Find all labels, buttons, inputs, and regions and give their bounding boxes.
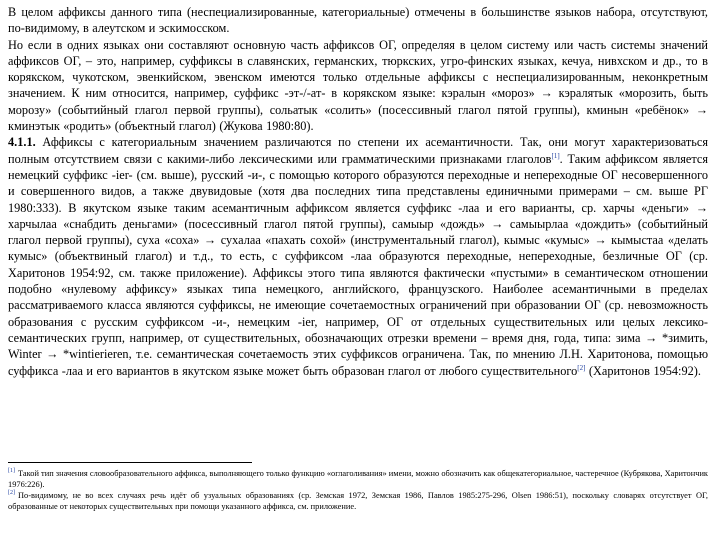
footnote-1-mark[interactable]: [1] bbox=[8, 468, 15, 475]
footnote-2 bbox=[8, 491, 708, 512]
footnote-1 bbox=[8, 469, 708, 490]
footnote-separator bbox=[8, 462, 252, 463]
section-text-part-3: (Харитонов 1954:92). bbox=[585, 363, 701, 378]
main-text bbox=[8, 4, 708, 379]
paragraph-1: В целом аффиксы данного типа (неспециализированные, категориальные) отмечены в большинстве языков набора, отсутствуют, по-видимому, в алеутском и эскимосском. bbox=[8, 5, 708, 36]
section-text-part-1: Аффиксы с категориальным значением различаются по степени их асемантичности. Так, они могут характеризоваться полным отсутствием связи с какими-либо лексическими или грамматическими признаками глаголов bbox=[8, 135, 708, 166]
section-text-part-2: . Таким аффиксом является немецкий суффикс -ier- (см. выше), русский -и-, с помощью которого образуются переходные и непереходные ОГ несовершенного и совершенного видов, а также двувидовые (хотя два последних типа представлены единичными примерами – см. выше РГ 1980:333). В якутском языке таким асемантичным аффиксом является суффикс -лаа и его варианты, ср. харчы «деньги» → харчылаа «снабдить деньгами» (посессивный глагол пятой группы), самыыр «дождь» → самыырлаа «дождить» (событийный глагол первой группы), суха «соха» → сухалаа «пахать сохой» (инструментальный глагол), кымыс «кумыс» → кымыстаа «делать кумыс» (объектвиный глагол) и т.д., то есть, с суффиксом -лаа образуются переходные, непереходные, безличные ОГ (ср. Харитонов 1954:92, см. также приложение). Аффиксы этого типа являются фактически «пустыми» в семантическом отношении подобно «нулевому аффиксу» языках типа немецкого, английского, французского. Наиболее асемантичными в пределах рассматриваемого класса являются суффиксы, не имеющие сочетаемостных ограничений при образовании ОГ (ср. невозможность образования с русским суффиксом -и-, немецким -ier, например, ОГ от отдельных существительных или целых лексико-семантических групп, например, от существительных, обозначающих отрезки времени – время дня, года, типа: зима → *зимить, Winter → *wintierieren, т.е. семантическая сочетаемость этих суффиксов ограничена. Так, по мнению Л.Н. Харитонова, помощью суффикса -лаа и его вариантов в якутском языке может быть образован глагол от любого существительного bbox=[8, 151, 708, 378]
document-page bbox=[8, 4, 708, 536]
footnote-1-text: Такой тип значения словообразовательного аффикса, выполняющего только функцию «оглаголивания» имени, можно обозначить как общекатегориальное, частеречное (Кубрякова, Харитончик 1976:226). bbox=[8, 469, 708, 489]
footnote-ref-2[interactable]: [2] bbox=[577, 363, 586, 372]
section-number: 4.1.1. bbox=[8, 135, 36, 150]
footnote-2-text: По-видимому, не во всех случаях речь идёт об узуальных образованиях (ср. Земская 1972, Земская 1986, Павлов 1985:275-296, Olsen 1986:51), поскольку словарях отсутствует ОГ, образованные от некоторых существительных при помощи указанного аффикса, см. приложение. bbox=[8, 491, 708, 511]
footnote-2-mark[interactable]: [2] bbox=[8, 490, 15, 497]
footnotes bbox=[8, 469, 708, 513]
footnote-ref-1[interactable]: [1] bbox=[551, 151, 560, 160]
paragraph-section-4-1-1 bbox=[8, 134, 708, 378]
paragraph-2: Но если в одних языках они составляют основную часть аффиксов ОГ, определяя в целом систему или часть системы значений аффиксов ОГ, – это, например, суффиксы в славянских, германских, тюркских, угро-финских языках, кечуа, нивхском и др., то в корякском, чукотском, эвенкийском, эвенском имеются только отдельные аффиксы с неспециализированным, неконкретным значением. К ним относится, например, суффикс -эт-/-ат- в корякском языке: кэралын «мороз» → кэралятык «морозить, быть морозу» (событийный глагол первой группы), сольатык «солить» (посессивный глагол пятой группы), кминын «ребёнок» → кминэтык «родить» (объектный глагол) (Жукова 1980:80). bbox=[8, 37, 708, 134]
